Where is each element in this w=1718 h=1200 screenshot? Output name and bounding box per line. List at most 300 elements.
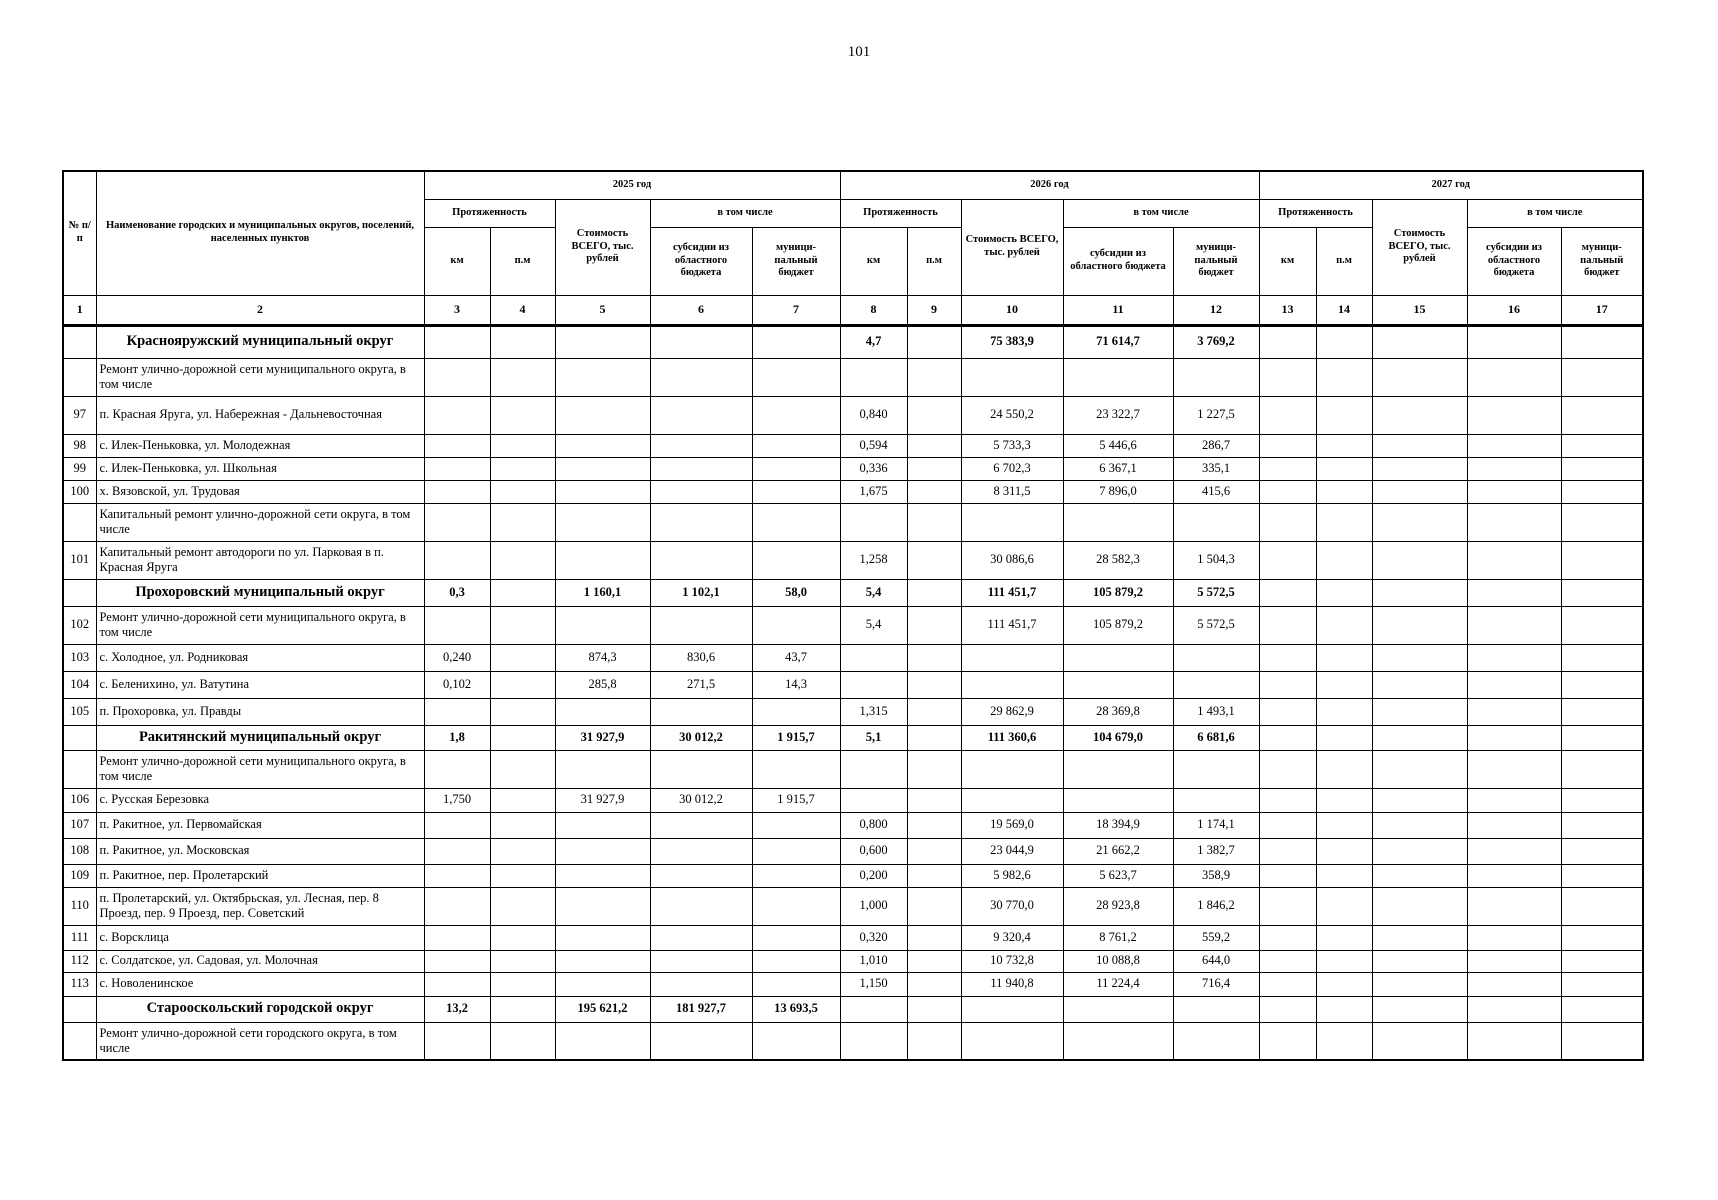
- value-cell: [961, 503, 1063, 541]
- value-cell: [555, 434, 650, 457]
- value-cell: [1063, 1022, 1173, 1060]
- value-cell: 105 879,2: [1063, 579, 1173, 606]
- value-cell: 271,5: [650, 671, 752, 698]
- value-cell: [1259, 606, 1316, 644]
- value-cell: [840, 996, 907, 1022]
- value-cell: [490, 725, 555, 750]
- column-number: 9: [907, 295, 961, 325]
- value-cell: [1467, 925, 1561, 950]
- value-cell: [555, 750, 650, 788]
- value-cell: 1 160,1: [555, 579, 650, 606]
- value-cell: [907, 644, 961, 671]
- column-number: 1: [63, 295, 96, 325]
- column-number: 14: [1316, 295, 1372, 325]
- header-cost: Стоимость ВСЕГО, тыс. рублей: [555, 199, 650, 295]
- value-cell: [752, 972, 840, 996]
- header-km: км: [1259, 227, 1316, 295]
- table-row: [63, 396, 1643, 434]
- value-cell: [1259, 541, 1316, 579]
- value-cell: 4,7: [840, 325, 907, 358]
- value-cell: [840, 750, 907, 788]
- header-incl: в том числе: [1063, 199, 1259, 227]
- value-cell: 8 761,2: [1063, 925, 1173, 950]
- table-row: [63, 644, 1643, 671]
- value-cell: [424, 606, 490, 644]
- table-row: [63, 887, 1643, 925]
- value-cell: 23 044,9: [961, 838, 1063, 864]
- value-cell: [1561, 644, 1643, 671]
- value-cell: 1 915,7: [752, 788, 840, 812]
- value-cell: [555, 864, 650, 887]
- value-cell: 1,315: [840, 698, 907, 725]
- value-cell: [1316, 671, 1372, 698]
- value-cell: [1561, 887, 1643, 925]
- value-cell: 0,336: [840, 457, 907, 480]
- value-cell: [1372, 480, 1467, 503]
- item-name: Капитальный ремонт улично-дорожной сети округа, в том числе: [96, 503, 424, 541]
- table-row: [63, 671, 1643, 698]
- value-cell: [1561, 725, 1643, 750]
- value-cell: [555, 457, 650, 480]
- district-name: Старооскольский городской округ: [96, 996, 424, 1022]
- value-cell: [1467, 887, 1561, 925]
- value-cell: [752, 864, 840, 887]
- value-cell: 0,200: [840, 864, 907, 887]
- table-row: [63, 358, 1643, 396]
- value-cell: [1259, 1022, 1316, 1060]
- value-cell: [1372, 698, 1467, 725]
- value-cell: [555, 325, 650, 358]
- row-number: [63, 358, 96, 396]
- value-cell: 21 662,2: [1063, 838, 1173, 864]
- value-cell: [752, 925, 840, 950]
- item-name: с. Беленихино, ул. Ватутина: [96, 671, 424, 698]
- value-cell: 18 394,9: [1063, 812, 1173, 838]
- value-cell: [650, 541, 752, 579]
- value-cell: [1316, 396, 1372, 434]
- value-cell: 111 360,6: [961, 725, 1063, 750]
- table-row: [63, 950, 1643, 972]
- header-no: № п/п: [63, 171, 96, 295]
- value-cell: 1 493,1: [1173, 698, 1259, 725]
- value-cell: [490, 579, 555, 606]
- value-cell: [1561, 838, 1643, 864]
- value-cell: 0,594: [840, 434, 907, 457]
- value-cell: [752, 950, 840, 972]
- item-name: п. Ракитное, ул. Первомайская: [96, 812, 424, 838]
- column-number: 4: [490, 295, 555, 325]
- value-cell: [1467, 503, 1561, 541]
- value-cell: [1467, 325, 1561, 358]
- column-number: 8: [840, 295, 907, 325]
- value-cell: 28 923,8: [1063, 887, 1173, 925]
- row-number: 103: [63, 644, 96, 671]
- value-cell: [1316, 606, 1372, 644]
- value-cell: 358,9: [1173, 864, 1259, 887]
- value-cell: 31 927,9: [555, 788, 650, 812]
- value-cell: [1259, 358, 1316, 396]
- value-cell: 559,2: [1173, 925, 1259, 950]
- value-cell: [1372, 925, 1467, 950]
- value-cell: 5 572,5: [1173, 606, 1259, 644]
- district-row: [63, 996, 1643, 1022]
- table-row: [63, 480, 1643, 503]
- value-cell: [1259, 972, 1316, 996]
- value-cell: 5 623,7: [1063, 864, 1173, 887]
- row-number: 99: [63, 457, 96, 480]
- column-number: 13: [1259, 295, 1316, 325]
- value-cell: [907, 1022, 961, 1060]
- value-cell: [555, 358, 650, 396]
- value-cell: 10 732,8: [961, 950, 1063, 972]
- value-cell: [1316, 972, 1372, 996]
- value-cell: [907, 579, 961, 606]
- value-cell: [1316, 1022, 1372, 1060]
- value-cell: [907, 750, 961, 788]
- value-cell: [490, 925, 555, 950]
- value-cell: [1316, 788, 1372, 812]
- value-cell: [1467, 434, 1561, 457]
- value-cell: 10 088,8: [1063, 950, 1173, 972]
- value-cell: 415,6: [1173, 480, 1259, 503]
- table-row: [63, 812, 1643, 838]
- value-cell: 71 614,7: [1063, 325, 1173, 358]
- value-cell: [1467, 457, 1561, 480]
- value-cell: [752, 812, 840, 838]
- value-cell: [961, 750, 1063, 788]
- value-cell: [1316, 541, 1372, 579]
- value-cell: [1467, 579, 1561, 606]
- value-cell: [1467, 972, 1561, 996]
- header-pm: п.м: [907, 227, 961, 295]
- value-cell: [650, 812, 752, 838]
- value-cell: [907, 950, 961, 972]
- value-cell: [650, 457, 752, 480]
- value-cell: [1372, 671, 1467, 698]
- value-cell: 11 940,8: [961, 972, 1063, 996]
- row-number: 112: [63, 950, 96, 972]
- value-cell: [555, 541, 650, 579]
- value-cell: [1372, 1022, 1467, 1060]
- value-cell: [650, 887, 752, 925]
- value-cell: [907, 671, 961, 698]
- value-cell: [752, 503, 840, 541]
- value-cell: [1259, 396, 1316, 434]
- value-cell: [650, 396, 752, 434]
- header-subsidy: субсидии из областного бюджета: [1063, 227, 1173, 295]
- value-cell: 0,102: [424, 671, 490, 698]
- value-cell: [1467, 838, 1561, 864]
- value-cell: [907, 788, 961, 812]
- row-number: 104: [63, 671, 96, 698]
- table-row: [63, 925, 1643, 950]
- item-name: с. Солдатское, ул. Садовая, ул. Молочная: [96, 950, 424, 972]
- row-number: 97: [63, 396, 96, 434]
- value-cell: 30 086,6: [961, 541, 1063, 579]
- column-number: 17: [1561, 295, 1643, 325]
- value-cell: [424, 864, 490, 887]
- value-cell: 286,7: [1173, 434, 1259, 457]
- value-cell: [1467, 358, 1561, 396]
- value-cell: [752, 750, 840, 788]
- value-cell: [752, 838, 840, 864]
- value-cell: 1,8: [424, 725, 490, 750]
- value-cell: [1316, 644, 1372, 671]
- value-cell: 24 550,2: [961, 396, 1063, 434]
- row-number: 107: [63, 812, 96, 838]
- header-pm: п.м: [1316, 227, 1372, 295]
- value-cell: [907, 541, 961, 579]
- column-number: 11: [1063, 295, 1173, 325]
- value-cell: 716,4: [1173, 972, 1259, 996]
- value-cell: [907, 996, 961, 1022]
- district-row: [63, 725, 1643, 750]
- value-cell: [1372, 788, 1467, 812]
- value-cell: 0,800: [840, 812, 907, 838]
- column-number: 16: [1467, 295, 1561, 325]
- value-cell: [1063, 671, 1173, 698]
- value-cell: [1467, 812, 1561, 838]
- value-cell: [907, 358, 961, 396]
- value-cell: [490, 457, 555, 480]
- value-cell: [961, 788, 1063, 812]
- value-cell: [424, 950, 490, 972]
- value-cell: [907, 457, 961, 480]
- column-number-row: [63, 295, 1643, 325]
- value-cell: [650, 480, 752, 503]
- value-cell: [1259, 864, 1316, 887]
- row-number: [63, 1022, 96, 1060]
- value-cell: [1316, 838, 1372, 864]
- item-name: Ремонт улично-дорожной сети муниципального округа, в том числе: [96, 606, 424, 644]
- header-km: км: [840, 227, 907, 295]
- value-cell: [1561, 579, 1643, 606]
- value-cell: [1316, 812, 1372, 838]
- value-cell: [1561, 606, 1643, 644]
- value-cell: [1259, 698, 1316, 725]
- column-number: 10: [961, 295, 1063, 325]
- row-number: 101: [63, 541, 96, 579]
- item-name: Ремонт улично-дорожной сети муниципального округа, в том числе: [96, 750, 424, 788]
- value-cell: [907, 972, 961, 996]
- value-cell: [555, 606, 650, 644]
- value-cell: [1561, 503, 1643, 541]
- value-cell: [424, 750, 490, 788]
- district-row: [63, 579, 1643, 606]
- row-number: 106: [63, 788, 96, 812]
- table-row: [63, 606, 1643, 644]
- item-name: с. Новоленинское: [96, 972, 424, 996]
- value-cell: [1467, 725, 1561, 750]
- item-name: п. Прохоровка, ул. Правды: [96, 698, 424, 725]
- value-cell: [840, 671, 907, 698]
- value-cell: [1372, 579, 1467, 606]
- value-cell: 5,4: [840, 606, 907, 644]
- value-cell: [1259, 950, 1316, 972]
- value-cell: [555, 925, 650, 950]
- table-row: [63, 750, 1643, 788]
- value-cell: [840, 1022, 907, 1060]
- value-cell: [555, 480, 650, 503]
- value-cell: [1561, 325, 1643, 358]
- value-cell: [424, 358, 490, 396]
- value-cell: 111 451,7: [961, 606, 1063, 644]
- value-cell: [961, 644, 1063, 671]
- value-cell: [1259, 812, 1316, 838]
- header-year-2025: 2025 год: [424, 171, 840, 199]
- header-municipal: муници-пальный бюджет: [1173, 227, 1259, 295]
- value-cell: [1467, 606, 1561, 644]
- table-row: [63, 503, 1643, 541]
- value-cell: [1316, 864, 1372, 887]
- value-cell: [1372, 725, 1467, 750]
- value-cell: 104 679,0: [1063, 725, 1173, 750]
- value-cell: [1561, 480, 1643, 503]
- value-cell: [961, 996, 1063, 1022]
- value-cell: [424, 541, 490, 579]
- value-cell: [490, 503, 555, 541]
- column-number: 2: [96, 295, 424, 325]
- value-cell: [1063, 750, 1173, 788]
- value-cell: [1561, 925, 1643, 950]
- value-cell: [1561, 972, 1643, 996]
- value-cell: 105 879,2: [1063, 606, 1173, 644]
- value-cell: [1316, 503, 1372, 541]
- value-cell: [650, 434, 752, 457]
- value-cell: [424, 1022, 490, 1060]
- value-cell: [424, 925, 490, 950]
- value-cell: [907, 725, 961, 750]
- value-cell: [1467, 671, 1561, 698]
- value-cell: 0,600: [840, 838, 907, 864]
- value-cell: 1 227,5: [1173, 396, 1259, 434]
- column-number: 15: [1372, 295, 1467, 325]
- header-pm: п.м: [490, 227, 555, 295]
- value-cell: [1259, 503, 1316, 541]
- item-name: п. Пролетарский, ул. Октябрьская, ул. Лесная, пер. 8 Проезд, пер. 9 Проезд, пер. Советский: [96, 887, 424, 925]
- value-cell: [1372, 750, 1467, 788]
- item-name: Капитальный ремонт автодороги по ул. Парковая в п. Красная Яруга: [96, 541, 424, 579]
- value-cell: [1561, 950, 1643, 972]
- value-cell: [1561, 864, 1643, 887]
- value-cell: [1561, 698, 1643, 725]
- value-cell: [1561, 1022, 1643, 1060]
- value-cell: [961, 1022, 1063, 1060]
- value-cell: [490, 750, 555, 788]
- value-cell: [1316, 925, 1372, 950]
- value-cell: [752, 541, 840, 579]
- row-number: 108: [63, 838, 96, 864]
- value-cell: [752, 1022, 840, 1060]
- value-cell: 1,750: [424, 788, 490, 812]
- value-cell: [1259, 996, 1316, 1022]
- value-cell: 31 927,9: [555, 725, 650, 750]
- value-cell: [650, 750, 752, 788]
- value-cell: 5,1: [840, 725, 907, 750]
- value-cell: [650, 325, 752, 358]
- value-cell: 830,6: [650, 644, 752, 671]
- value-cell: [907, 434, 961, 457]
- value-cell: [424, 503, 490, 541]
- value-cell: [490, 996, 555, 1022]
- value-cell: [555, 972, 650, 996]
- value-cell: [840, 503, 907, 541]
- value-cell: 1 915,7: [752, 725, 840, 750]
- value-cell: [490, 644, 555, 671]
- district-name: Ракитянский муниципальный округ: [96, 725, 424, 750]
- value-cell: [1316, 480, 1372, 503]
- value-cell: [650, 972, 752, 996]
- value-cell: [490, 541, 555, 579]
- value-cell: [1063, 644, 1173, 671]
- value-cell: [1467, 644, 1561, 671]
- item-name: х. Вязовской, ул. Трудовая: [96, 480, 424, 503]
- value-cell: [650, 950, 752, 972]
- value-cell: [1173, 996, 1259, 1022]
- header-length: Протяженность: [840, 199, 961, 227]
- value-cell: [752, 480, 840, 503]
- page-number: 101: [847, 44, 871, 60]
- column-number: 7: [752, 295, 840, 325]
- value-cell: [555, 503, 650, 541]
- value-cell: [1259, 887, 1316, 925]
- value-cell: 19 569,0: [961, 812, 1063, 838]
- value-cell: [1467, 541, 1561, 579]
- value-cell: 285,8: [555, 671, 650, 698]
- value-cell: [1259, 434, 1316, 457]
- value-cell: [1372, 325, 1467, 358]
- value-cell: [1173, 644, 1259, 671]
- value-cell: [1173, 671, 1259, 698]
- value-cell: [1259, 644, 1316, 671]
- value-cell: 181 927,7: [650, 996, 752, 1022]
- table-row: [63, 838, 1643, 864]
- value-cell: 1 174,1: [1173, 812, 1259, 838]
- value-cell: [650, 1022, 752, 1060]
- value-cell: [424, 698, 490, 725]
- value-cell: [752, 606, 840, 644]
- value-cell: 1 504,3: [1173, 541, 1259, 579]
- value-cell: [1561, 358, 1643, 396]
- value-cell: [1316, 725, 1372, 750]
- item-name: с. Илек-Пеньковка, ул. Молодежная: [96, 434, 424, 457]
- value-cell: [1372, 838, 1467, 864]
- value-cell: [752, 396, 840, 434]
- header-year-2027: 2027 год: [1259, 171, 1643, 199]
- value-cell: [1316, 750, 1372, 788]
- value-cell: [1173, 750, 1259, 788]
- value-cell: 874,3: [555, 644, 650, 671]
- value-cell: [490, 434, 555, 457]
- header-km: км: [424, 227, 490, 295]
- value-cell: [752, 457, 840, 480]
- district-name: Краснояружский муниципальный округ: [96, 325, 424, 358]
- value-cell: 195 621,2: [555, 996, 650, 1022]
- row-number: [63, 503, 96, 541]
- value-cell: [1259, 579, 1316, 606]
- value-cell: [1372, 972, 1467, 996]
- value-cell: [650, 358, 752, 396]
- value-cell: [1259, 457, 1316, 480]
- header-length: Протяженность: [424, 199, 555, 227]
- value-cell: [424, 325, 490, 358]
- item-name: п. Ракитное, пер. Пролетарский: [96, 864, 424, 887]
- value-cell: 1 846,2: [1173, 887, 1259, 925]
- value-cell: [490, 396, 555, 434]
- item-name: Ремонт улично-дорожной сети муниципального округа, в том числе: [96, 358, 424, 396]
- value-cell: [1173, 503, 1259, 541]
- value-cell: [1561, 788, 1643, 812]
